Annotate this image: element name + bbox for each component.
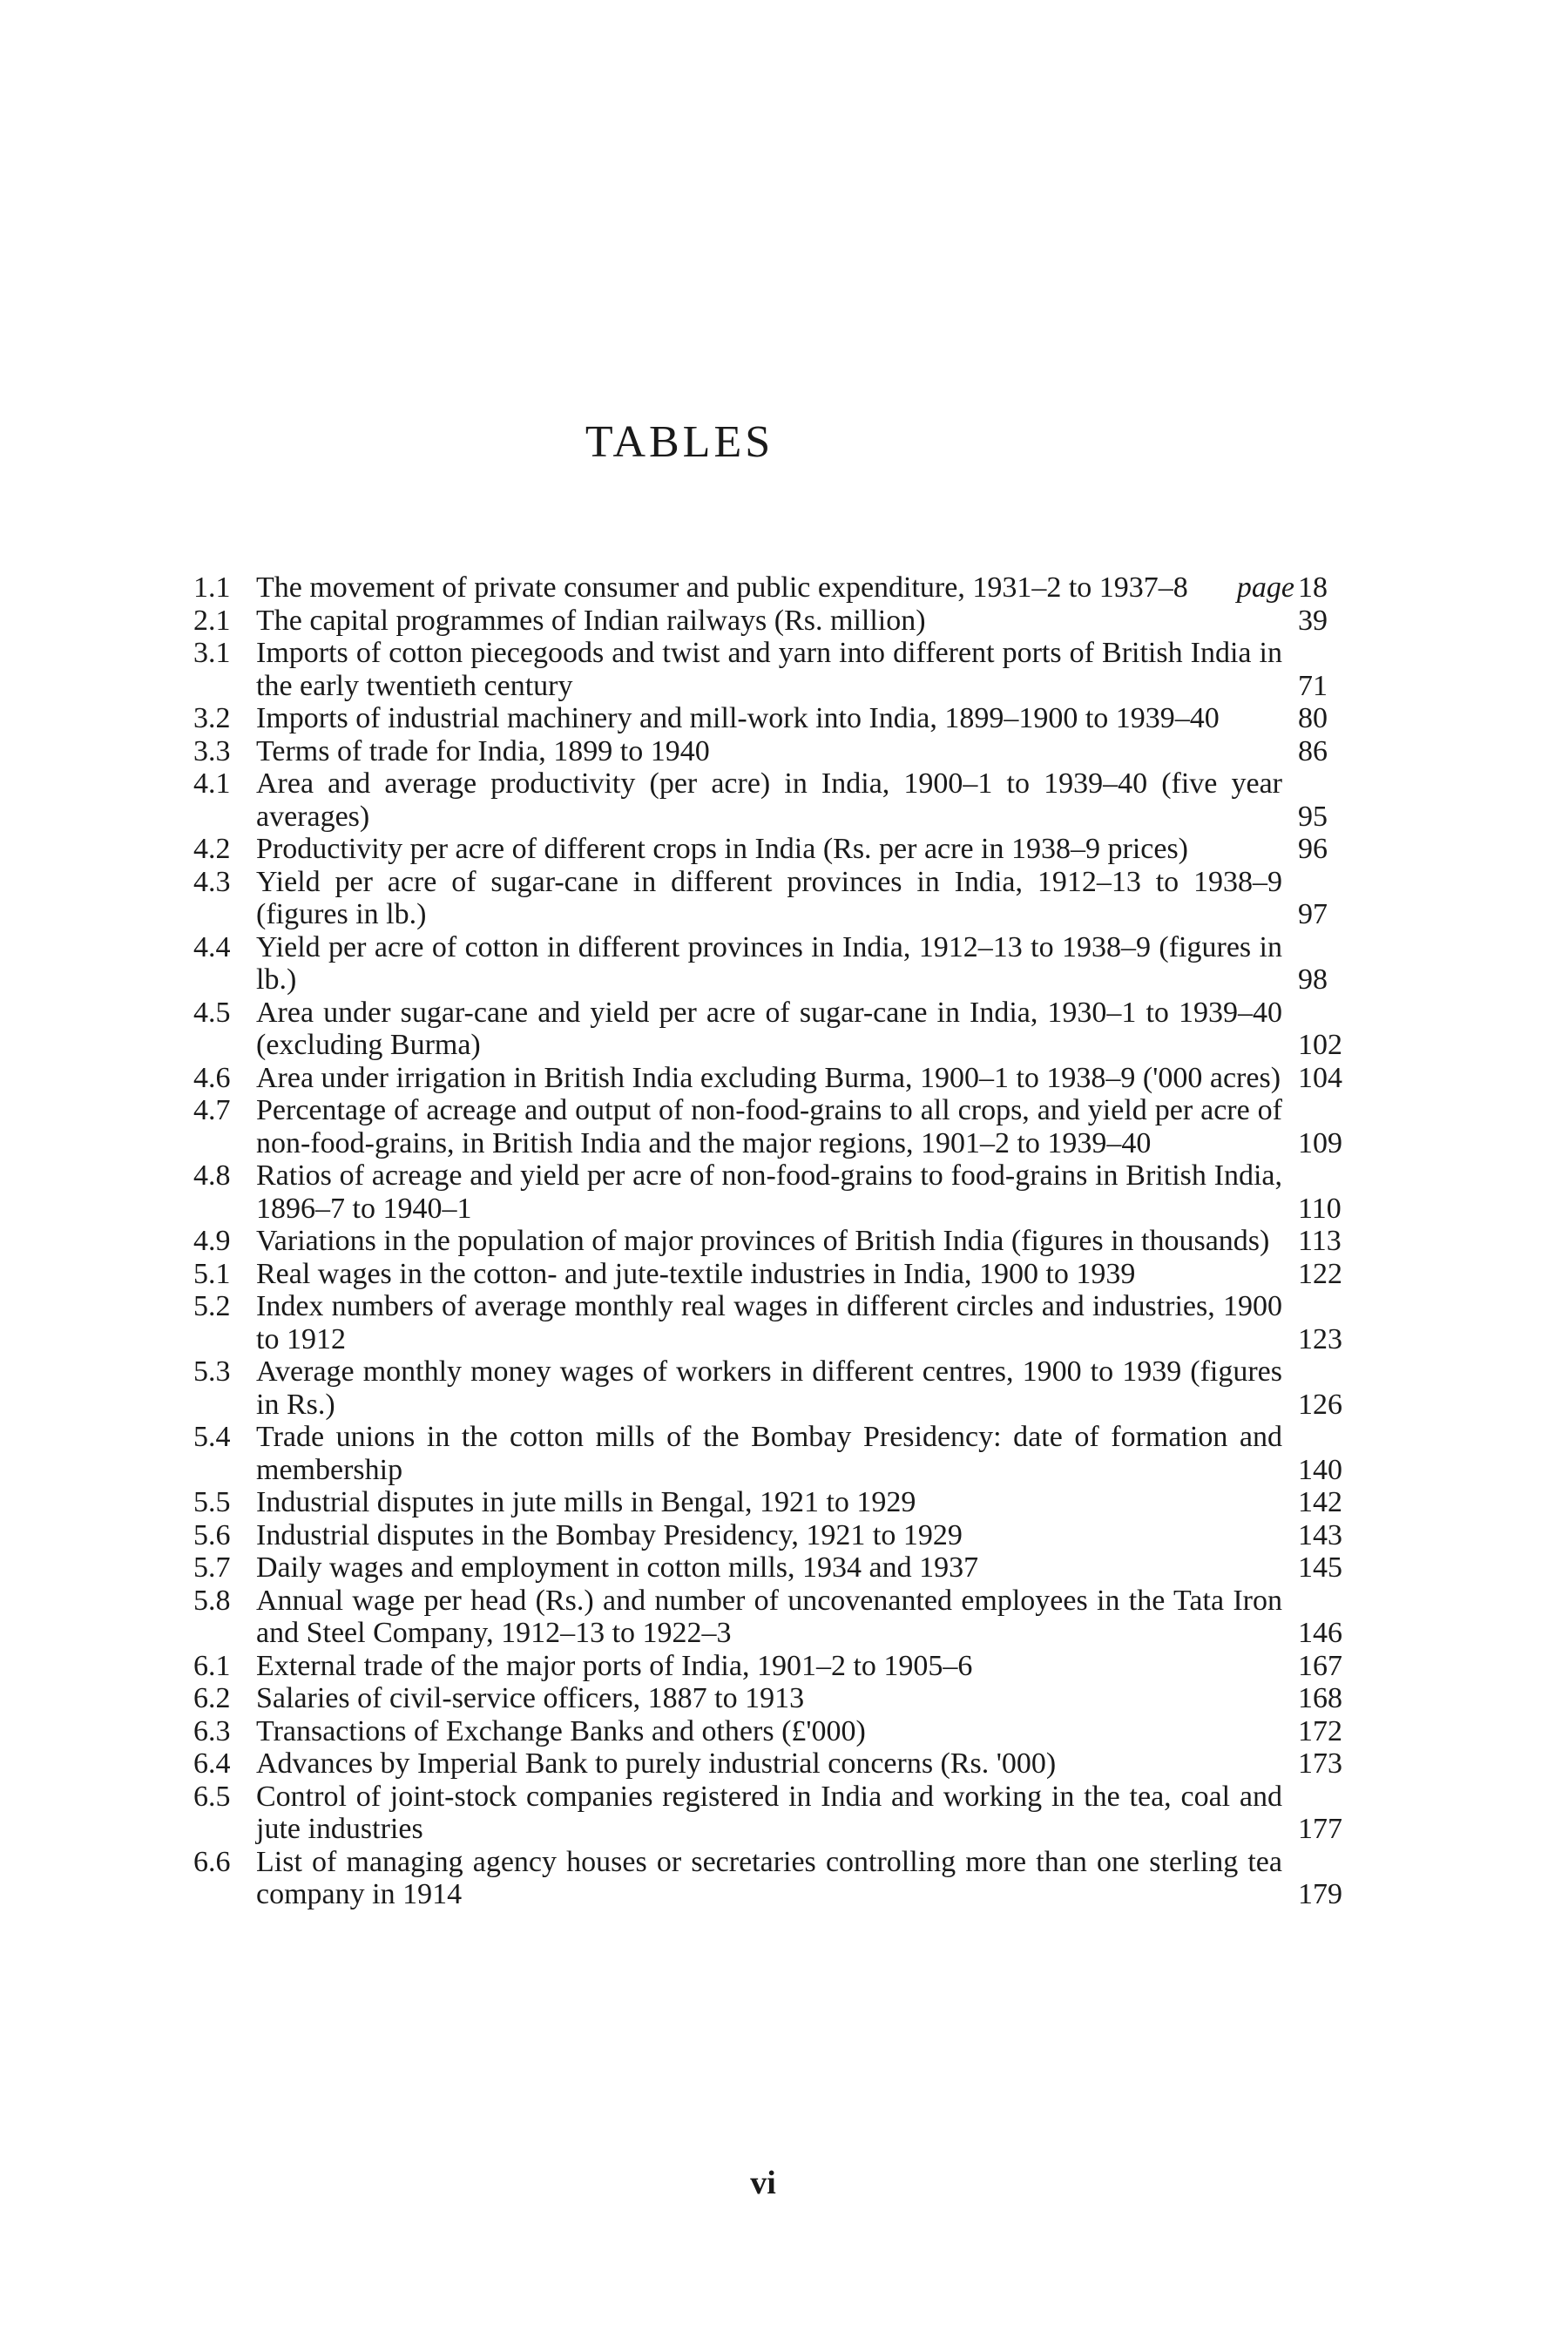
table-entry [193,1421,1382,1486]
table-entry [193,1747,1382,1781]
table-entry [193,833,1382,866]
table-title: Imports of cotton piecegoods and twist and yarn into different ports of British India in the early twentieth century [256,637,1282,702]
page-ref: 168 [1298,1682,1342,1714]
table-number: 6.1 [193,1649,231,1682]
table-title: Percentage of acreage and output of non-food-grains to all crops, and yield per acre of non-food-grains, in British India and the major regions, 1901–2 to 1939–40 [256,1094,1282,1159]
table-entry [193,571,1382,605]
table-number: 1.1 [193,571,231,604]
page-ref: 71 [1298,669,1328,702]
table-title: Daily wages and employment in cotton mills, 1934 and 1937 [256,1551,979,1584]
table-title: Area under sugar-cane and yield per acre of sugar-cane in India, 1930–1 to 1939–40 (excluding Burma) [256,996,1282,1061]
table-number: 3.2 [193,702,231,734]
table-title: Variations in the population of major provinces of British India (figures in thousands) [256,1225,1270,1257]
folio-text: vi [750,2165,776,2201]
table-entry [193,997,1382,1062]
table-entry [193,1650,1382,1683]
table-entry [193,1715,1382,1748]
table-title: Area under irrigation in British India excluding Burma, 1900–1 to 1938–9 ('000 acres) [256,1061,1281,1094]
table-number: 5.7 [193,1551,231,1584]
page-ref: 96 [1298,833,1328,865]
table-number: 5.5 [193,1486,231,1518]
table-number: 2.1 [193,604,231,637]
table-entry [193,1062,1382,1095]
page-ref: 104 [1298,1061,1342,1094]
table-number: 6.3 [193,1714,231,1747]
table-entry [193,1551,1382,1585]
table-entry [193,1159,1382,1225]
page-ref: 39 [1298,604,1328,637]
table-title: Salaries of civil-service officers, 1887 to 1913 [256,1682,805,1714]
table-number: 5.4 [193,1421,231,1453]
table-number: 5.2 [193,1290,231,1322]
table-entry [193,702,1382,735]
table-title: Imports of industrial machinery and mill-work into India, 1899–1900 to 1939–40 [256,702,1220,734]
table-entry [193,605,1382,638]
table-entry [193,1519,1382,1552]
page-ref: 102 [1298,1029,1342,1061]
table-title: Terms of trade for India, 1899 to 1940 [256,734,710,767]
table-title: Area and average productivity (per acre) in India, 1900–1 to 1939–40 (five year averages) [256,767,1282,833]
page-ref: 172 [1298,1714,1342,1747]
page-ref: 95 [1298,800,1328,833]
page-ref: 173 [1298,1747,1342,1780]
table-number: 3.1 [193,637,231,669]
table-title: Industrial disputes in jute mills in Bengal, 1921 to 1929 [256,1486,916,1518]
table-entry [193,1781,1382,1846]
table-entry [193,1094,1382,1159]
page-ref: 110 [1298,1192,1342,1225]
table-list [193,571,1382,1911]
table-title: Trade unions in the cotton mills of the Bombay Presidency: date of formation and membership [256,1421,1282,1486]
page-ref: 97 [1298,898,1328,930]
table-title: Yield per acre of sugar-cane in different provinces in India, 1912–13 to 1938–9 (figures in lb.) [256,865,1282,930]
table-number: 4.5 [193,996,231,1029]
table-number: 4.4 [193,930,231,963]
page-ref: 146 [1298,1617,1342,1649]
table-entry [193,1486,1382,1519]
table-entry [193,1846,1382,1911]
table-number: 4.8 [193,1159,231,1192]
table-number: 4.2 [193,833,231,865]
page-ref: 113 [1298,1225,1342,1257]
table-title: Annual wage per head (Rs.) and number of uncovenanted employees in the Tata Iron and Steel Company, 1912–13 to 1922–3 [256,1584,1282,1649]
table-title: Average monthly money wages of workers in different centres, 1900 to 1939 (figures in Rs.) [256,1355,1282,1421]
page-ref: 140 [1298,1453,1342,1486]
table-entry [193,866,1382,931]
table-title: Ratios of acreage and yield per acre of non-food-grains to food-grains in British India, 1896–7 to 1940–1 [256,1159,1282,1225]
table-number: 3.3 [193,734,231,767]
table-title: Real wages in the cotton- and jute-textile industries in India, 1900 to 1939 [256,1257,1136,1290]
table-entry [193,1682,1382,1715]
page-title: TABLES [585,417,774,467]
table-title: Yield per acre of cotton in different provinces in India, 1912–13 to 1938–9 (figures in lb.) [256,930,1282,996]
table-number: 4.3 [193,865,231,898]
table-title: Industrial disputes in the Bombay Presidency, 1921 to 1929 [256,1518,963,1551]
table-title: The capital programmes of Indian railways (Rs. million) [256,604,926,637]
table-entry [193,637,1382,702]
table-number: 4.9 [193,1225,231,1257]
page-ref: 145 [1298,1551,1342,1584]
page-number [0,2164,1558,2202]
table-title: External trade of the major ports of India, 1901–2 to 1905–6 [256,1649,973,1682]
table-title: List of managing agency houses or secretaries controlling more than one sterling tea company in 1914 [256,1845,1282,1910]
page-ref: 86 [1298,734,1328,767]
page-ref: 80 [1298,702,1328,734]
table-number: 5.1 [193,1257,231,1290]
table-title: Control of joint-stock companies registered in India and working in the tea, coal and jute industries [256,1780,1282,1845]
page-ref: 123 [1298,1322,1342,1355]
page-ref: 177 [1298,1813,1342,1845]
table-title: Advances by Imperial Bank to purely industrial concerns (Rs. '000) [256,1747,1057,1780]
table-entry [193,767,1382,833]
table-number: 4.6 [193,1061,231,1094]
page-ref: 179 [1298,1878,1342,1910]
table-entry [193,1258,1382,1291]
page-ref: 109 [1298,1126,1342,1159]
table-title: The movement of private consumer and public expenditure, 1931–2 to 1937–8 [256,571,1188,604]
table-entry [193,1225,1382,1258]
page-ref: 18 [1298,571,1328,604]
table-title: Transactions of Exchange Banks and others (£'000) [256,1714,866,1747]
table-entry [193,735,1382,768]
table-number: 5.8 [193,1584,231,1617]
table-number: 4.1 [193,767,231,800]
table-entry [193,931,1382,997]
page-ref: 126 [1298,1388,1342,1421]
table-number: 5.3 [193,1355,231,1388]
page-ref: 122 [1298,1257,1342,1290]
page-label: page [1236,571,1294,604]
table-number: 5.6 [193,1518,231,1551]
page-ref: 167 [1298,1649,1342,1682]
table-number: 6.4 [193,1747,231,1780]
table-number: 4.7 [193,1094,231,1126]
table-entry [193,1585,1382,1650]
page-ref: 143 [1298,1518,1342,1551]
table-number: 6.6 [193,1845,231,1878]
table-entry [193,1355,1382,1421]
table-title: Index numbers of average monthly real wages in different circles and industries, 1900 to 1912 [256,1290,1282,1355]
table-title: Productivity per acre of different crops in India (Rs. per acre in 1938–9 prices) [256,833,1189,865]
table-entry [193,1290,1382,1355]
table-number: 6.2 [193,1682,231,1714]
table-number: 6.5 [193,1780,231,1813]
page-ref: 98 [1298,963,1328,996]
page-ref: 142 [1298,1486,1342,1518]
